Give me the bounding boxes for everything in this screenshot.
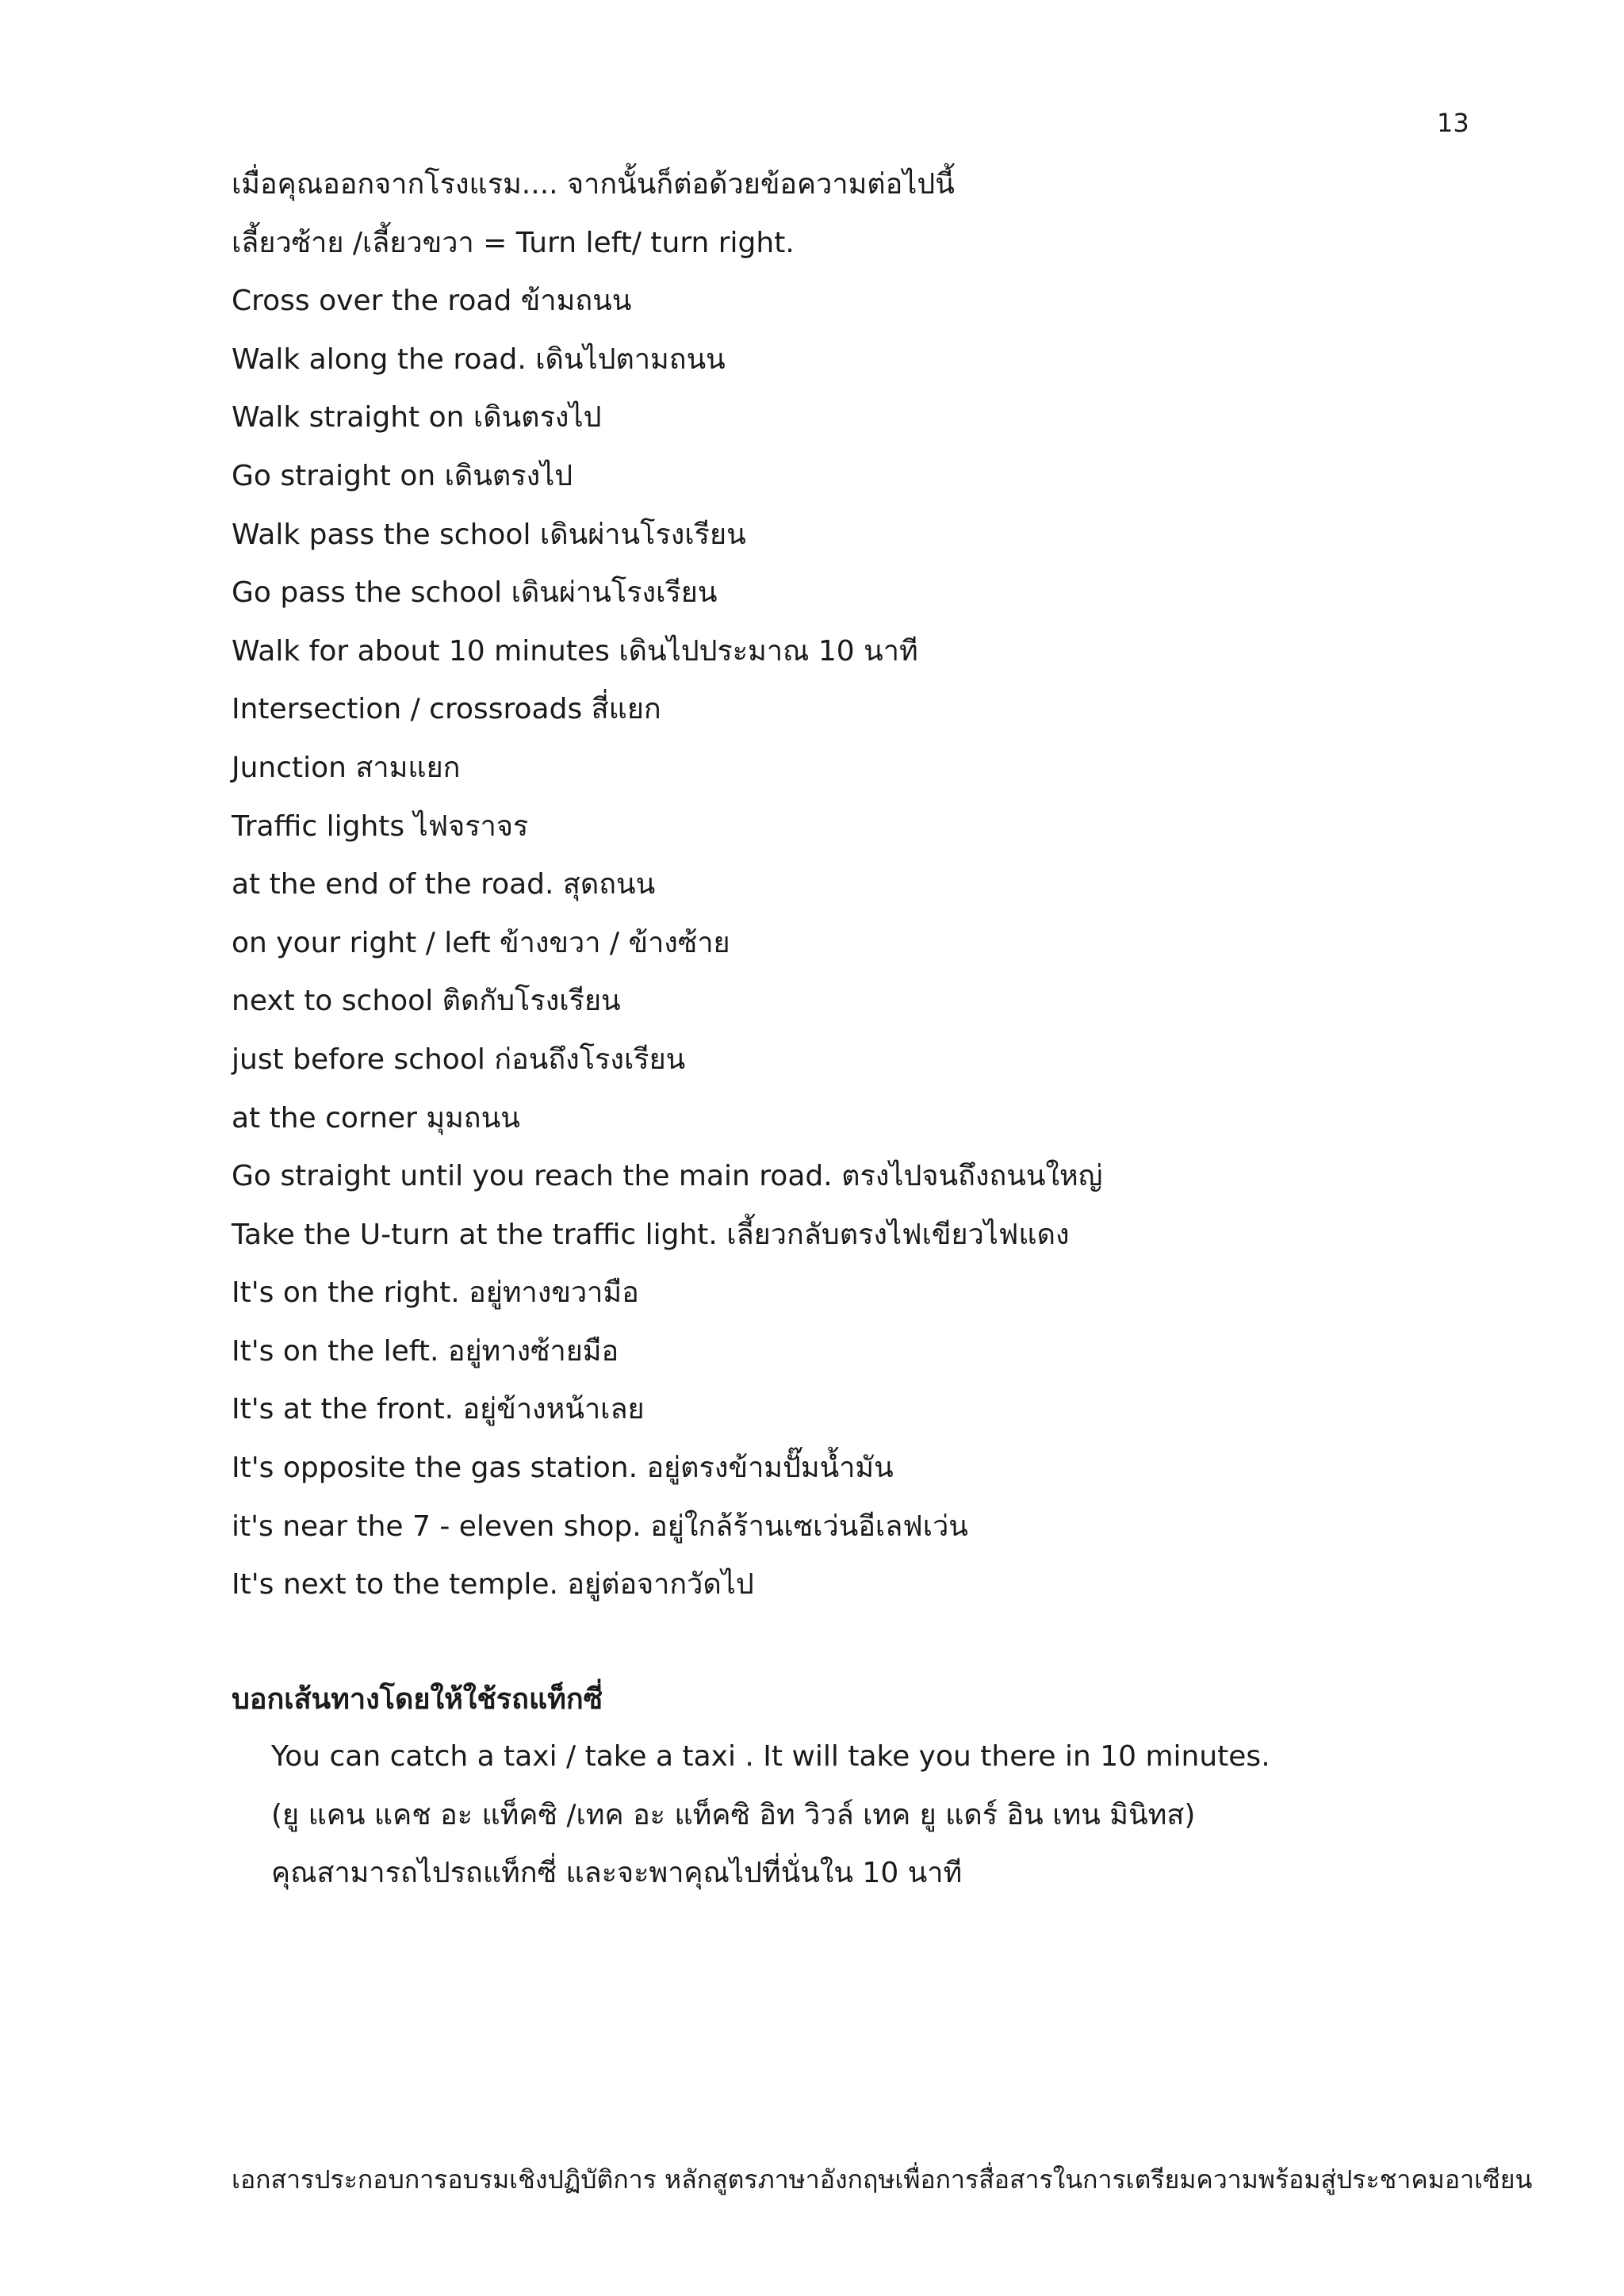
phrase-line: It's on the right. อยู่ทางขวามือ	[232, 1276, 639, 1310]
phrase-line: It's opposite the gas station. อยู่ตรงข้ามปั๊มน้ำมัน	[232, 1452, 894, 1485]
phrase-line: Go straight until you reach the main road. ตรงไปจนถึงถนนใหญ่	[232, 1160, 1103, 1193]
phrase-line: Take the U-turn at the traffic light. เลี้ยวกลับตรงไฟเขียวไฟแดง	[232, 1218, 1070, 1251]
phrase-line: Walk straight on เดินตรงไป	[232, 401, 602, 434]
phrase-line: It's on the left. อยู่ทางซ้ายมือ	[232, 1334, 619, 1368]
phrase-line: It's next to the temple. อยู่ต่อจากวัดไป	[232, 1568, 754, 1601]
taxi-line: You can catch a taxi / take a taxi . It will take you there in 10 minutes.	[271, 1740, 1270, 1773]
phrase-line: Junction สามแยก	[232, 751, 461, 784]
phrase-line: Walk for about 10 minutes เดินไปประมาณ 10 นาที	[232, 634, 918, 668]
phrase-line: at the corner มุมถนน	[232, 1101, 520, 1135]
taxi-line: คุณสามารถไปรถแท็กซี่ และจะพาคุณไปที่นั่นใน 10 นาที	[271, 1857, 963, 1890]
page-footer: เอกสารประกอบการอบรมเชิงปฏิบัติการ หลักสูตรภาษาอังกฤษเพื่อการสื่อสารในการเตรียมความพร้อมสู่ประชาคมอาเซียน	[232, 2164, 1533, 2195]
phrase-line: Cross over the road ข้ามถนน	[232, 285, 632, 318]
phrase-list	[232, 163, 1500, 1621]
phrase-line: Intersection / crossroads สี่แยก	[232, 693, 661, 726]
phrase-line: เลี้ยวซ้าย /เลี้ยวขวา = Turn left/ turn right.	[232, 226, 795, 259]
phrase-line: Walk along the road. เดินไปตามถนน	[232, 342, 726, 376]
phrase-line: just before school ก่อนถึงโรงเรียน	[232, 1043, 686, 1076]
phrase-line: at the end of the road. สุดถนน	[232, 868, 656, 901]
phrase-line: It's at the front. อยู่ข้างหน้าเลย	[232, 1393, 645, 1426]
taxi-line: (ยู แคน แคช อะ แท็คซิ /เทค อะ แท็คซิ อิท วิวล์ เทค ยู แดร์ อิน เทน มินิทส)	[271, 1798, 1196, 1831]
phrase-line: on your right / left ข้างขวา / ข้างซ้าย	[232, 926, 730, 959]
phrase-line: Traffic lights ไฟจราจร	[232, 809, 529, 843]
phrase-line: Go pass the school เดินผ่านโรงเรียน	[232, 576, 718, 610]
phrase-line: Go straight on เดินตรงไป	[232, 459, 573, 492]
phrase-line: Walk pass the school เดินผ่านโรงเรียน	[232, 518, 746, 551]
page-number: 13	[1437, 108, 1469, 138]
section-heading: บอกเส้นทางโดยให้ใช้รถแท็กซี่	[232, 1683, 603, 1716]
phrase-line: next to school ติดกับโรงเรียน	[232, 985, 621, 1018]
phrase-line: เมื่อคุณออกจากโรงแรม.... จากนั้นก็ต่อด้วยข้อความต่อไปนี้	[232, 168, 955, 201]
taxi-section	[271, 1735, 1270, 1910]
phrase-line: it's near the 7 - eleven shop. อยู่ใกล้ร้านเซเว่นอีเลฟเว่น	[232, 1510, 968, 1543]
